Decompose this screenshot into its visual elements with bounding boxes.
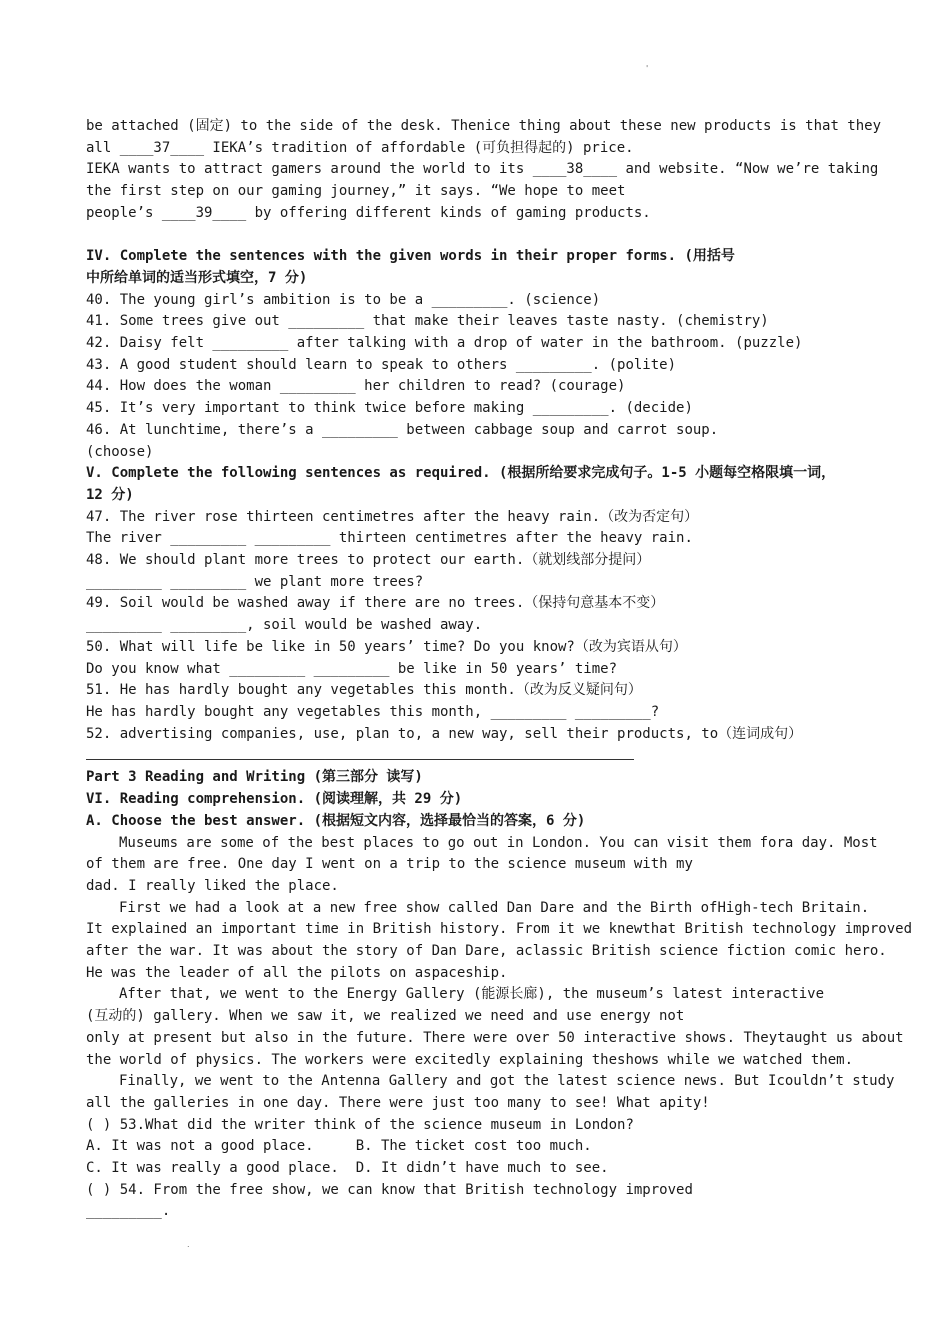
section4-heading-2: 中所给单词的适当形式填空，7 分) bbox=[86, 269, 308, 286]
q46-cont: (choose) bbox=[86, 443, 154, 460]
q50: 50. What will life be like in 50 years’ time? Do you know?（改为宾语从句） bbox=[86, 638, 687, 655]
section4-heading-1: IV. Complete the sentences with the given words in their proper forms. (用括号 bbox=[86, 248, 735, 265]
para4-line2: all the galleries in one day. There were just too many to see! What apity! bbox=[86, 1094, 710, 1111]
passage3-line5: people’s ____39____ by offering different kinds of gaming products. bbox=[86, 204, 651, 221]
para2-line3: after the war. It was about the story of Dan Dare, aclassic British science fiction comic hero. bbox=[86, 943, 887, 960]
q47: 47. The river rose thirteen centimetres after the heavy rain.（改为否定句） bbox=[86, 508, 699, 525]
section6-heading: VI. Reading comprehension. (阅读理解，共 29 分) bbox=[86, 791, 463, 808]
para1-line3: dad. I really liked the place. bbox=[86, 877, 339, 894]
part3-heading: Part 3 Reading and Writing (第三部分 读写) bbox=[86, 769, 423, 786]
q51-answer: He has hardly bought any vegetables this month, _________ _________? bbox=[86, 703, 660, 720]
para1-line1: Museums are some of the best places to go out in London. You can visit them fora day. Most bbox=[119, 834, 878, 851]
q53-options-ab: A. It was not a good place. B. The ticket cost too much. bbox=[86, 1138, 592, 1155]
para3-line3: only at present but also in the future. There were over 50 interactive shows. Theytaught us about bbox=[86, 1029, 904, 1046]
q48: 48. We should plant more trees to protect our earth.（就划线部分提问） bbox=[86, 552, 651, 569]
sectionA-heading: A. Choose the best answer. (根据短文内容，选择最恰当的答案，6 分) bbox=[86, 812, 586, 829]
q48-answer: _________ _________ we plant more trees? bbox=[86, 573, 424, 590]
passage3-line1: be attached (固定) to the side of the desk. Thenice thing about these new products is that they bbox=[86, 118, 882, 134]
corner-mark-top: ' bbox=[646, 64, 649, 73]
q40: 40. The young girl’s ambition is to be a _________. (science) bbox=[86, 291, 601, 308]
exam-page bbox=[86, 116, 913, 1223]
q52-answer-line bbox=[86, 745, 634, 760]
q54: ( ) 54. From the free show, we can know that British technology improved bbox=[86, 1181, 693, 1198]
section5-heading-1: V. Complete the following sentences as required. (根据所给要求完成句子。1-5 小题每空格限填一词， bbox=[86, 465, 836, 482]
q47-answer: The river _________ _________ thirteen centimetres after the heavy rain. bbox=[86, 530, 693, 547]
para3-line1: After that, we went to the Energy Gallery (能源长廊), the museum’s latest interactive bbox=[119, 986, 825, 1003]
q54-blank: _________. bbox=[86, 1203, 171, 1220]
q45: 45. It’s very important to think twice before making _________. (decide) bbox=[86, 400, 693, 417]
q53: ( ) 53.What did the writer think of the science museum in London? bbox=[86, 1116, 634, 1133]
passage3-line4: the first step on our gaming journey,” it says. “We hope to meet bbox=[86, 183, 626, 200]
q50-answer: Do you know what _________ _________ be like in 50 years’ time? bbox=[86, 660, 618, 677]
section5-heading-2: 12 分) bbox=[86, 486, 134, 503]
q51: 51. He has hardly bought any vegetables this month.（改为反义疑问句） bbox=[86, 682, 642, 699]
para3-line4: the world of physics. The workers were excitedly explaining theshows while we watched them. bbox=[86, 1051, 854, 1068]
para2-line1: First we had a look at a new free show called Dan Dare and the Birth ofHigh-tech Britain. bbox=[119, 899, 870, 916]
q49-answer: _________ _________, soil would be washed away. bbox=[86, 617, 483, 634]
para4-line1: Finally, we went to the Antenna Gallery and got the latest science news. But Icouldn’t study bbox=[119, 1073, 895, 1090]
q49: 49. Soil would be washed away if there are no trees.（保持句意基本不变） bbox=[86, 595, 665, 612]
q42: 42. Daisy felt _________ after talking with a drop of water in the bathroom. (puzzle) bbox=[86, 335, 803, 352]
corner-mark-bottom: . bbox=[187, 1240, 190, 1249]
blank-line bbox=[86, 225, 870, 247]
q46: 46. At lunchtime, there’s a _________ between cabbage soup and carrot soup. bbox=[86, 421, 719, 438]
para2-line2: It explained an important time in British history. From it we knewthat British technology improved bbox=[86, 921, 913, 938]
q52: 52. advertising companies, use, plan to, a new way, sell their products, to（连词成句） bbox=[86, 725, 803, 742]
q43: 43. A good student should learn to speak to others _________. (polite) bbox=[86, 356, 677, 373]
q44: 44. How does the woman _________ her children to read? (courage) bbox=[86, 378, 626, 395]
para2-line4: He was the leader of all the pilots on aspaceship. bbox=[86, 964, 508, 981]
para1-line2: of them are free. One day I went on a trip to the science museum with my bbox=[86, 856, 693, 873]
para3-line2: (互动的) gallery. When we saw it, we realized we need and use energy not bbox=[86, 1008, 685, 1025]
q53-options-cd: C. It was really a good place. D. It didn’t have much to see. bbox=[86, 1160, 609, 1177]
passage3-line2: all ____37____ IEKA’s tradition of affordable (可负担得起的) price. bbox=[86, 139, 634, 156]
q41: 41. Some trees give out _________ that make their leaves taste nasty. (chemistry) bbox=[86, 313, 769, 330]
passage3-line3: IEKA wants to attract gamers around the world to its ____38____ and website. “Now we’re taking bbox=[86, 161, 879, 178]
